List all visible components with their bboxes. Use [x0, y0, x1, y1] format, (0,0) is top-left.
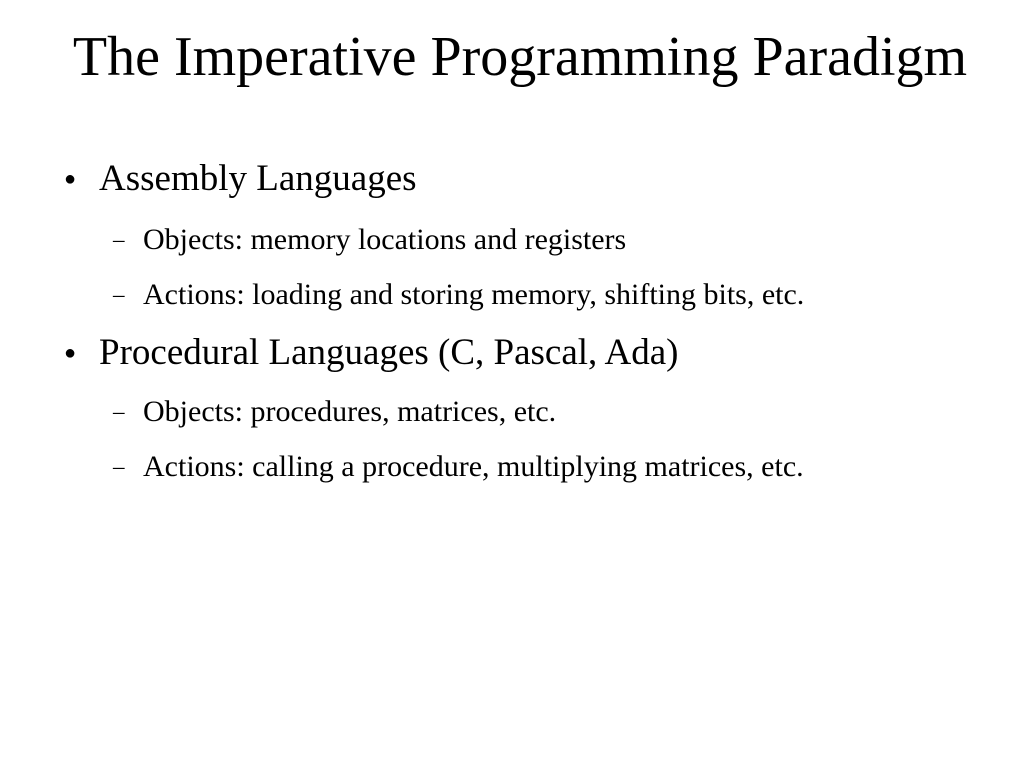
- bullet-text: Procedural Languages (C, Pascal, Ada): [99, 332, 679, 373]
- sub-bullet-text: Objects: procedures, matrices, etc.: [143, 395, 557, 428]
- dash-marker: –: [113, 399, 125, 424]
- sub-bullet-text: Actions: loading and storing memory, shifting bits, etc.: [143, 278, 805, 311]
- dash-marker: –: [113, 227, 125, 252]
- bullet-marker: ●: [64, 168, 77, 190]
- sub-bullet-text: Objects: memory locations and registers: [143, 223, 627, 256]
- sub-bullet-text: Actions: calling a procedure, multiplying matrices, etc.: [143, 450, 804, 483]
- dash-marker: –: [113, 454, 125, 479]
- bullet-text: Assembly Languages: [99, 158, 417, 199]
- bullet-marker: ●: [64, 342, 77, 364]
- slide-title: The Imperative Programming Paradigm: [72, 26, 968, 88]
- dash-marker: –: [113, 282, 125, 307]
